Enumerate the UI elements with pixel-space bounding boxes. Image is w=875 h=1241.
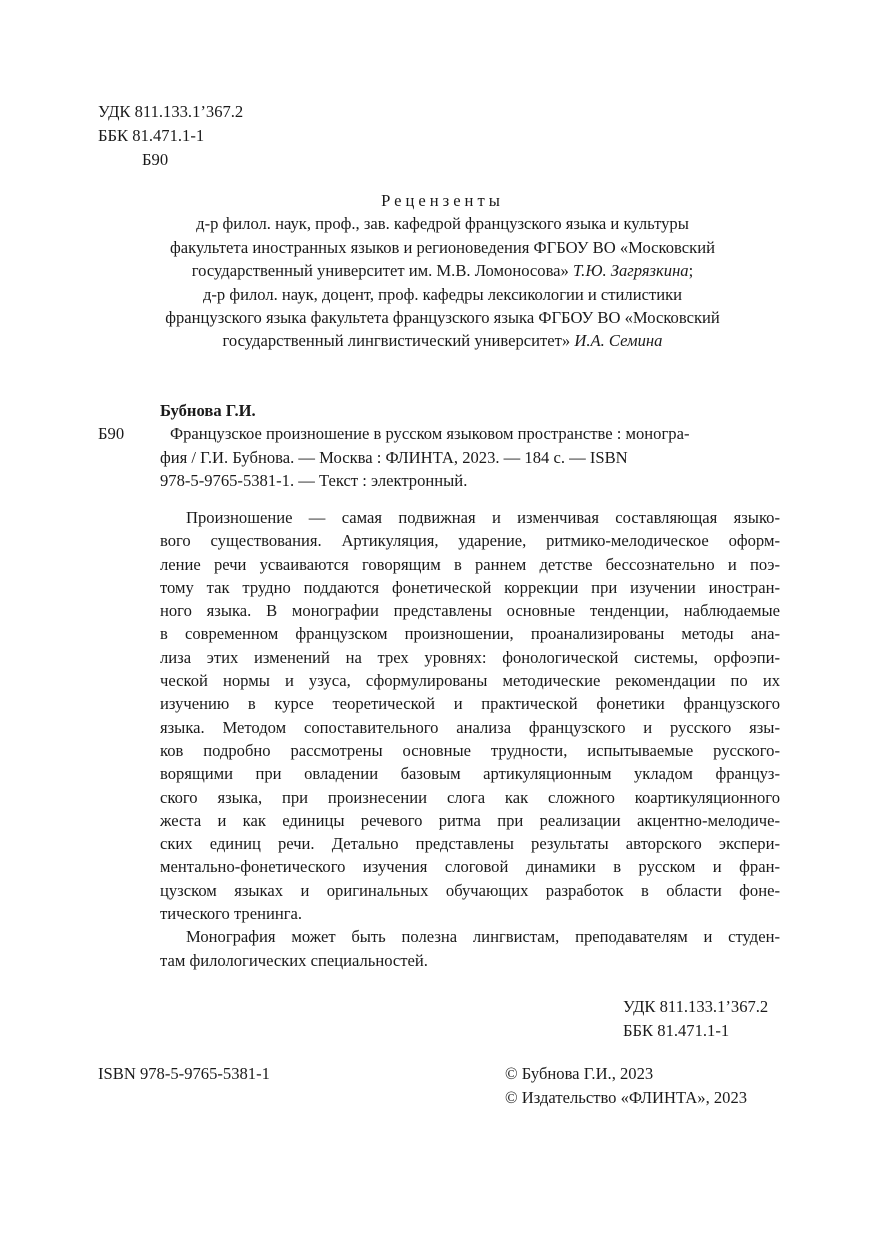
abstract-line: тому так трудно поддаются фонетической коррекции при изучении иностран- [160,577,780,597]
abstract-line: ментально-фонетического изучения слоговой динамики в русском и фран- [160,857,780,877]
reviewer-separator: ; [688,261,694,281]
reviewer-line: д-р филол. наук, доцент, проф. кафедры лексикологии и стилистики [202,284,683,304]
reviewer-affiliation: государственный университет им. М.В. Ломоносова» [191,261,569,281]
reviewers-block [90,189,795,353]
reviewer-line [90,259,795,282]
abstract-line: ского языка, при произнесении слога как сложного коартикуляционного [160,787,780,807]
author-mark: Б90 [142,150,169,169]
reviewer-line [90,329,795,352]
copyright-line: © Бубнова Г.И., 2023 [505,1064,654,1083]
abstract-line: Монография может быть полезна лингвистам, преподавателям и студен- [186,927,780,947]
bib-author: Бубнова Г.И. [160,401,256,420]
bib-line: 978-5-9765-5381-1. — Текст : электронный. [160,471,468,491]
bib-code: Б90 [98,424,125,443]
abstract [160,506,780,972]
abstract-line: в современном французском произношении, проанализированы методы ана- [160,624,780,644]
abstract-line: вого существования. Артикуляция, ударение, ритмико-мелодическое оформ- [160,531,780,551]
reviewers-heading: Рецензенты [381,191,504,210]
bbk-code: ББК 81.471.1-1 [98,126,205,145]
reviewer-line: факультета иностранных языков и регионоведения ФГБОУ ВО «Московский [170,237,715,257]
udk-code: УДК 811.133.1’367.2 [98,102,244,121]
copyright-line: © Издательство «ФЛИНТА», 2023 [505,1088,748,1107]
abstract-line: лиза этих изменений на трех уровнях: фонологической системы, орфоэпи- [160,647,780,667]
bbk-code: ББК 81.471.1-1 [623,1021,730,1040]
reviewer-affiliation: государственный лингвистический университет» [222,331,571,351]
bib-line: фия / Г.И. Бубнова. — Москва : ФЛИНТА, 2023. — 184 с. — ISBN [160,447,628,467]
abstract-line: ских единиц речи. Детально представлены результаты авторского экспери- [160,834,780,854]
reviewer-name: И.А. Семина [574,331,663,351]
bib-line: Французское произношение в русском языковом пространстве : моногра- [170,424,690,443]
abstract-line: ворящими при овладении базовым артикуляционным укладом француз- [160,764,780,784]
classification-codes-bottom [623,995,768,1043]
udk-code: УДК 811.133.1’367.2 [623,997,769,1016]
reviewer-line: д-р филол. наук, проф., зав. кафедрой французского языка и культуры [196,214,689,234]
reviewer-name: Т.Ю. Загрязкина [573,261,689,281]
isbn: ISBN 978-5-9765-5381-1 [98,1064,270,1083]
abstract-line: там филологических специальностей. [160,950,428,970]
copyright-block [505,1062,747,1110]
abstract-line: языка. Методом сопоставительного анализа французского и русского язы- [160,717,780,737]
abstract-line: изучению в курсе теоретической и практической фонетики французского [160,694,780,714]
reviewer-line: французского языка факультета французского языка ФГБОУ ВО «Московский [165,308,720,328]
abstract-line: ческой нормы и узуса, сформулированы методические рекомендации по их [160,671,780,691]
abstract-line: цузском языках и оригинальных обучающих разработок в области фоне- [160,880,780,900]
abstract-line: ление речи усваиваются говорящим в раннем детстве бессознательно и поэ- [160,554,780,574]
abstract-line: ного языка. В монографии представлены основные тенденции, наблюдаемые [160,601,780,621]
abstract-line: тического тренинга. [160,904,303,924]
abstract-line: Произношение — самая подвижная и изменчивая составляющая языко- [186,508,780,527]
bibliographic-record [160,422,780,493]
classification-codes-top [98,100,243,172]
abstract-line: ков подробно рассмотрены основные трудности, испытываемые русского- [160,740,780,760]
abstract-line: жеста и как единицы речевого ритма при реализации акцентно-мелодиче- [160,810,780,830]
